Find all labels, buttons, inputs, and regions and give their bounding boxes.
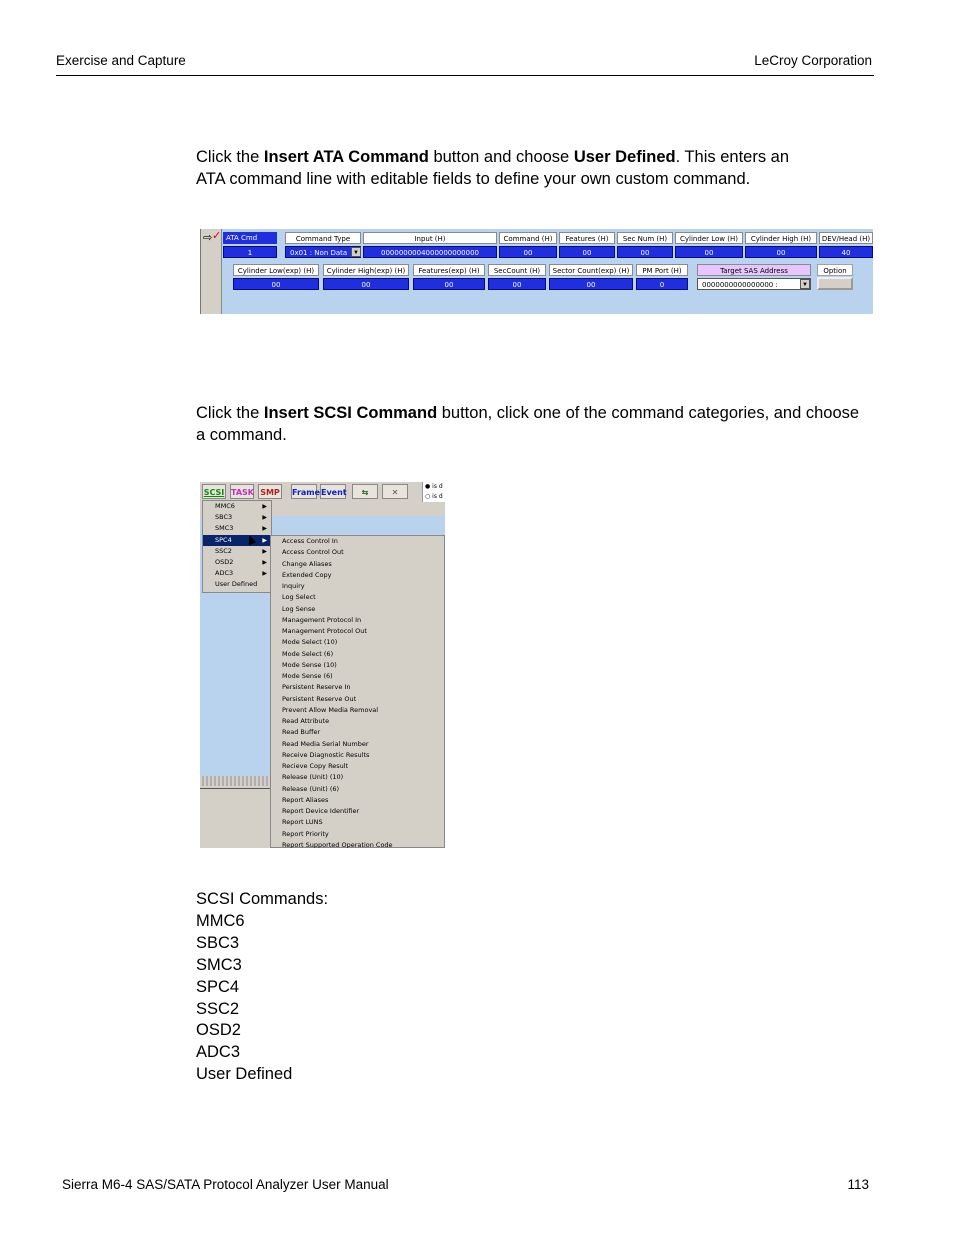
list-item: SPC4 bbox=[196, 977, 240, 996]
command-menu-item[interactable]: Report Priority bbox=[282, 829, 329, 838]
submenu-arrow-icon: ▶ bbox=[262, 536, 267, 544]
radio-option[interactable]: ○ is d bbox=[425, 493, 443, 500]
input-value[interactable]: 0000000004000000000000 bbox=[363, 246, 497, 258]
ata-cmd-value[interactable]: 1 bbox=[223, 246, 277, 258]
command-menu-item[interactable]: Release (Unit) (6) bbox=[282, 784, 340, 793]
close-icon[interactable]: ✕ bbox=[382, 484, 408, 499]
command-menu-item[interactable]: Prevent Allow Media Removal bbox=[282, 705, 379, 714]
ata-intro-text-2: button and choose bbox=[428, 148, 574, 166]
menu-item-osd2[interactable] bbox=[203, 557, 271, 568]
option-button[interactable] bbox=[817, 277, 853, 290]
cylinder-high-exp-value[interactable]: 00 bbox=[323, 278, 409, 290]
cylinder-low-label: Cylinder Low (H) bbox=[675, 232, 743, 244]
command-menu-item[interactable]: Receive Diagnostic Results bbox=[282, 750, 370, 759]
header-right: LeCroy Corporation bbox=[754, 53, 872, 68]
list-item: SBC3 bbox=[196, 933, 240, 952]
pm-port-label: PM Port (H) bbox=[636, 264, 688, 276]
command-menu-item[interactable]: Inquiry bbox=[282, 582, 305, 590]
command-menu-item[interactable]: Report LUNS bbox=[282, 818, 323, 827]
menu-item-adc3[interactable] bbox=[203, 568, 271, 579]
scsi-intro-paragraph bbox=[196, 402, 859, 446]
sec-num-label: Sec Num (H) bbox=[617, 232, 673, 244]
ata-command-screenshot bbox=[200, 229, 873, 314]
list-item: SSC2 bbox=[196, 999, 240, 1018]
header-left: Exercise and Capture bbox=[56, 53, 186, 68]
command-menu-item[interactable]: Persistent Reserve Out bbox=[282, 694, 357, 703]
task-toolbar-button[interactable]: TASK bbox=[230, 484, 254, 499]
command-menu-item[interactable]: Mode Sense (10) bbox=[282, 660, 337, 669]
features-exp-value[interactable]: 00 bbox=[413, 278, 485, 290]
command-value[interactable]: 00 bbox=[499, 246, 557, 258]
scsi-intro-text-1: Click the bbox=[196, 404, 264, 422]
input-label: Input (H) bbox=[363, 232, 497, 244]
command-menu-item[interactable]: Recieve Copy Result bbox=[282, 762, 349, 770]
list-item: SMC3 bbox=[196, 955, 242, 974]
page-number: 113 bbox=[847, 1177, 869, 1192]
header-rule bbox=[56, 75, 874, 76]
command-menu-item[interactable]: Read Buffer bbox=[282, 728, 321, 737]
command-label: Command (H) bbox=[499, 232, 557, 244]
menu-item-label: SSC2 bbox=[215, 546, 232, 555]
cylinder-high-label: Cylinder High (H) bbox=[745, 232, 817, 244]
menu-item-label: SMC3 bbox=[215, 524, 234, 533]
list-item: User Defined bbox=[196, 1065, 293, 1084]
list-item: ADC3 bbox=[196, 1043, 241, 1062]
menu-item-smc3[interactable] bbox=[203, 523, 271, 534]
features-label: Features (H) bbox=[559, 232, 615, 244]
ata-intro-bold-1: Insert ATA Command bbox=[263, 148, 429, 166]
cylinder-low-exp-label: Cylinder Low(exp) (H) bbox=[233, 264, 319, 276]
menu-item-sbc3[interactable] bbox=[203, 512, 271, 523]
dev-head-value[interactable]: 40 bbox=[819, 246, 873, 258]
target-sas-dropdown-icon[interactable]: ▼ bbox=[800, 279, 810, 289]
ata-intro-text-1: Click the bbox=[196, 148, 264, 166]
sector-count-exp-label: Sector Count(exp) (H) bbox=[549, 264, 633, 276]
radio-option[interactable]: ● is d bbox=[425, 483, 443, 490]
menu-item-label: MMC6 bbox=[215, 502, 235, 510]
radio-option-label: is d bbox=[432, 493, 443, 500]
menu-item-label: SPC4 bbox=[215, 535, 232, 544]
scsi-intro-text-2: button, click one of the command categories, and choose bbox=[437, 404, 860, 422]
frame-toolbar-button[interactable]: Frame bbox=[291, 484, 317, 499]
scsi-intro-line-2: a command. bbox=[196, 426, 287, 444]
footer-left: Sierra M6-4 SAS/SATA Protocol Analyzer User Manual bbox=[62, 1177, 389, 1192]
target-sas-address-select[interactable]: 0000000000000000 : bbox=[697, 278, 811, 290]
cylinder-high-exp-label: Cylinder High(exp) (H) bbox=[323, 264, 409, 276]
list-item: OSD2 bbox=[196, 1021, 241, 1040]
target-sas-address-label: Target SAS Address bbox=[697, 264, 811, 276]
option-label: Option bbox=[817, 264, 853, 276]
command-menu-item[interactable]: Read Media Serial Number bbox=[282, 739, 369, 748]
scsi-menu-screenshot bbox=[200, 482, 445, 848]
command-type-select[interactable]: 0x01 : Non Data bbox=[285, 246, 361, 258]
submenu-arrow-icon: ▶ bbox=[262, 570, 267, 578]
command-menu-item[interactable]: Persistent Reserve In bbox=[282, 683, 351, 692]
command-menu-item[interactable]: Change Aliases bbox=[282, 559, 332, 568]
submenu-arrow-icon: ▶ bbox=[262, 547, 267, 555]
event-toolbar-button[interactable]: Event bbox=[320, 484, 346, 499]
command-type-label: Command Type bbox=[285, 232, 361, 244]
ata-gutter bbox=[201, 229, 222, 314]
command-menu-item[interactable]: Log Select bbox=[282, 593, 316, 602]
ata-intro-text-3: . This enters an bbox=[675, 148, 790, 166]
sec-count-label: SecCount (H) bbox=[488, 264, 546, 276]
menu-item-label: ADC3 bbox=[215, 569, 234, 578]
radio-option-label: is d bbox=[432, 483, 443, 490]
list-item: MMC6 bbox=[196, 911, 245, 930]
command-menu-item[interactable]: Read Attribute bbox=[282, 717, 330, 725]
dev-head-label: DEV/Head (H) bbox=[819, 232, 873, 244]
submenu-arrow-icon: ▶ bbox=[262, 558, 267, 566]
command-menu-item[interactable]: Mode Select (10) bbox=[282, 638, 338, 647]
submenu-arrow-icon: ▶ bbox=[262, 503, 267, 510]
command-menu-item[interactable]: Access Control Out bbox=[282, 548, 344, 557]
cylinder-high-value[interactable]: 00 bbox=[745, 246, 817, 258]
command-menu-item[interactable]: Access Control In bbox=[282, 537, 338, 545]
ata-intro-bold-2: User Defined bbox=[573, 148, 676, 166]
sector-count-exp-value[interactable]: 00 bbox=[549, 278, 633, 290]
status-panel bbox=[200, 788, 270, 848]
submenu-arrow-icon: ▶ bbox=[262, 514, 267, 522]
ata-intro-paragraph bbox=[196, 146, 789, 190]
command-menu-item[interactable]: Mode Sense (6) bbox=[282, 672, 333, 680]
command-menu-item[interactable]: Release (Unit) (10) bbox=[282, 773, 344, 782]
scsi-intro-bold-1: Insert SCSI Command bbox=[263, 404, 438, 422]
command-menu-item[interactable]: Management Protocol Out bbox=[282, 627, 367, 635]
features-exp-label: Features(exp) (H) bbox=[413, 264, 485, 276]
sec-num-value[interactable]: 00 bbox=[617, 246, 673, 258]
command-menu-item[interactable]: Report Aliases bbox=[282, 795, 329, 804]
command-menu-item[interactable]: Report Supported Operation Code bbox=[282, 840, 393, 848]
command-menu-item[interactable]: Report Device Identifier bbox=[282, 807, 360, 815]
smp-toolbar-button[interactable]: SMP bbox=[258, 484, 282, 499]
command-menu-item[interactable]: Log Sense bbox=[282, 604, 316, 613]
menu-item-spc4[interactable] bbox=[203, 535, 271, 546]
ata-cmd-label[interactable]: ATA Cmd bbox=[223, 232, 277, 244]
command-menu-item[interactable]: Management Protocol In bbox=[282, 615, 362, 624]
menu-item-ssc2[interactable] bbox=[203, 546, 271, 557]
menu-item-label: SBC3 bbox=[215, 513, 233, 522]
menu-item-user-defined[interactable] bbox=[203, 579, 271, 590]
scsi-commands-list bbox=[196, 889, 328, 1086]
submenu-arrow-icon: ▶ bbox=[262, 525, 267, 533]
sec-count-value[interactable]: 00 bbox=[488, 278, 546, 290]
cylinder-low-value[interactable]: 00 bbox=[675, 246, 743, 258]
list-heading: SCSI Commands: bbox=[196, 890, 329, 908]
menu-item-label: User Defined bbox=[215, 580, 258, 589]
pm-port-value[interactable]: 0 bbox=[636, 278, 688, 290]
ata-intro-line-2: ATA command line with editable fields to define your own custom command. bbox=[196, 170, 751, 188]
cylinder-low-exp-value[interactable]: 00 bbox=[233, 278, 319, 290]
checker-strip bbox=[200, 776, 270, 786]
menu-item-mmc6[interactable] bbox=[203, 501, 271, 512]
swap-icon[interactable]: ⇆ bbox=[352, 484, 378, 499]
command-menu-item[interactable]: Mode Select (6) bbox=[282, 649, 334, 658]
command-menu-item[interactable]: Extended Copy bbox=[282, 570, 332, 579]
right-arrow-icon: ⇨ bbox=[203, 231, 213, 244]
features-value[interactable]: 00 bbox=[559, 246, 615, 258]
checkmark-icon: ✓ bbox=[212, 229, 222, 242]
command-type-dropdown-icon[interactable]: ▼ bbox=[351, 247, 361, 257]
spc4-command-submenu bbox=[270, 535, 445, 848]
menu-item-label: OSD2 bbox=[215, 557, 234, 566]
scsi-category-menu bbox=[202, 500, 272, 593]
scsi-toolbar-button[interactable]: SCSI bbox=[202, 484, 226, 499]
